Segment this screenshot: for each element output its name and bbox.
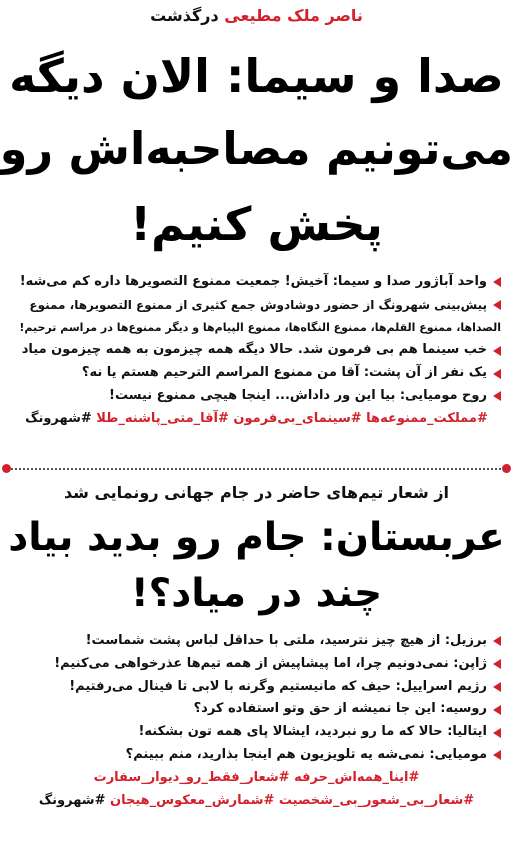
- bullet-icon: [493, 636, 501, 646]
- headline-line: می‌تونیم مصاحبه‌اش رو: [0, 124, 513, 175]
- bullet-icon: [493, 728, 501, 738]
- body-line: [12, 385, 501, 408]
- kicker-accent: ناصر ملک مطیعی: [224, 6, 363, 25]
- body-line: [12, 676, 501, 699]
- article-kicker: [0, 5, 513, 27]
- bullet-icon: [493, 346, 501, 356]
- hashtags: [12, 408, 501, 431]
- article-kicker: از شعار تیم‌های حاضر در جام جهانی رونمایی شد: [63, 483, 450, 502]
- article-headline: [0, 510, 513, 622]
- headline-line: عربستان: جام رو بدید بیاد: [8, 515, 505, 560]
- hashtags-red: #مملکت_ممنوعه‌ها #سینمای_بی‌فرمون #آقا_متی_پاشنه_طلا: [91, 410, 488, 426]
- article-world-cup-slogans: [0, 478, 513, 853]
- body-line-text: الصداها، ممنوع القلم‌ها، ممنوع النگاه‌ها، ممنوع الپیام‌ها و دیگر ممنوع‌ها در مراسم ترحیم!: [19, 320, 501, 334]
- hashtags: #اینا_همه‌اش_حرفه #شعار_فقط_رو_دیوار_سفارت: [93, 769, 420, 785]
- body-line: [12, 698, 501, 721]
- bullet-icon: [493, 750, 501, 760]
- article-body: [0, 630, 513, 812]
- body-line: [12, 721, 501, 744]
- headline-line: چند در میاد؟!: [130, 571, 383, 616]
- body-line-text: پیش‌بینی شهرونگ از حضور دوشادوش جمع کثیری از ممنوع التصویرها، ممنوع: [29, 297, 487, 312]
- body-line-text: روح مومیایی: بیا این ور داداش... اینجا هیچی ممنوع نیست!: [109, 387, 487, 403]
- body-line-text: روسیه: این جا نمیشه از حق وتو استفاده کرد؟: [193, 701, 487, 717]
- body-line-text: برزیل: از هیچ چیز نترسید، ملتی با حداقل لباس پشت شماست!: [85, 633, 487, 648]
- hashtag-brand: #شهرونگ: [38, 792, 106, 808]
- hashtag-brand: #شهرونگ: [25, 410, 92, 426]
- body-line: [12, 294, 501, 317]
- hashtags: [12, 790, 501, 813]
- kicker-rest: درگذشت: [150, 6, 225, 25]
- body-line: [12, 362, 501, 385]
- body-line: [12, 271, 501, 294]
- divider-dot-left: [2, 464, 11, 473]
- hashtags-red: #شعار_بی_شعور_بی_شخصیت #شمارش_معکوس_هیجان: [105, 792, 475, 808]
- body-line-text: خب سینما هم بی فرمون شد. حالا دیگه همه چیزمون به همه چیزمون میاد: [21, 342, 487, 358]
- body-line: [12, 744, 501, 767]
- bullet-icon: [493, 391, 501, 401]
- body-line: [12, 653, 501, 676]
- bullet-icon: [493, 369, 501, 379]
- article-body: [0, 271, 513, 431]
- body-line: [12, 630, 501, 653]
- body-line-text: ایتالیا: حالا که ما رو نبردید، ایشالا پای همه تون بشکنه!: [138, 724, 487, 740]
- headline-line: پخش کنیم!: [130, 197, 383, 251]
- body-line-text: واحد آبا‌ژور صدا و سیما: آخیش! جمعیت ممنوع التصویرها داره کم می‌شه!: [19, 274, 487, 289]
- bullet-icon: [493, 300, 501, 310]
- headline-line: صدا و سیما: الان دیگه: [9, 49, 504, 103]
- body-line: [12, 339, 501, 362]
- bullet-icon: [493, 659, 501, 669]
- body-line-text: مومیایی: نمی‌شه یه تلویزیون هم اینجا بذارید، منم ببینم؟: [125, 746, 487, 762]
- body-line-text: رژیم اسراییل: حیف که مانیستیم وگرنه با لابی تا فینال می‌رفتیم!: [69, 678, 487, 694]
- body-line-text: یک نفر از آن پشت: آقا من ممنوع المراسم الترحیم هستم یا نه؟: [81, 365, 487, 381]
- dotted-divider: [8, 468, 505, 470]
- bullet-icon: [493, 705, 501, 715]
- body-line: [12, 317, 501, 340]
- bullet-icon: [493, 682, 501, 692]
- article-headline: [0, 39, 513, 261]
- bullet-icon: [493, 277, 501, 287]
- body-line-text: ژاپن: نمی‌دونیم چرا، اما پیشاپیش از همه تیم‌ها عذرخواهی می‌کنیم!: [54, 655, 487, 671]
